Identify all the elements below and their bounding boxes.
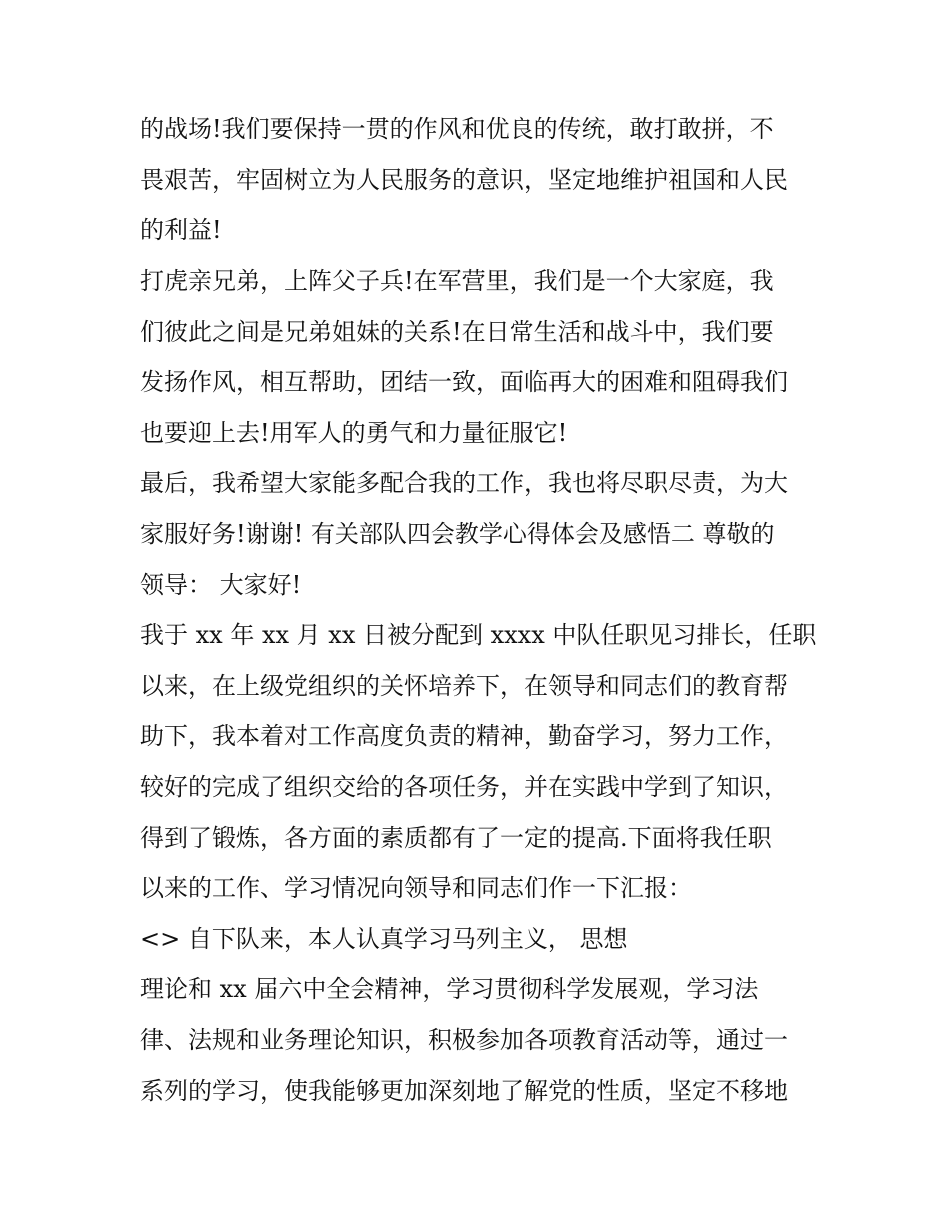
text-line: <> 自下队来，本人认真学习马列主义， 思想: [140, 925, 628, 953]
text-line: 以来的工作、学习情况向领导和同志们作一下汇报：: [140, 874, 692, 902]
text-line: 们彼此之间是兄弟姐妹的关系!在日常生活和战斗中，我们要: [140, 318, 774, 346]
text-line: 较好的完成了组织交给的各项任务，并在实践中学到了知识，: [140, 773, 788, 801]
text-line: 助下，我本着对工作高度负责的精神，勤奋学习，努力工作，: [140, 722, 788, 750]
text-line: 畏艰苦，牢固树立为人民服务的意识，坚定地维护祖国和人民: [140, 166, 788, 194]
text-line: 领导： 大家好!: [140, 571, 302, 599]
text-line: 系列的学习，使我能够更加深刻地了解党的性质，坚定不移地: [140, 1077, 788, 1105]
text-line: 家服好务!谢谢! 有关部队四会教学心得体会及感悟二 尊敬的: [140, 520, 775, 548]
text-line: 也要迎上去!用军人的勇气和力量征服它!: [140, 419, 568, 447]
text-line: 我于 xx 年 xx 月 xx 日被分配到 xxxx 中队任职见习排长，任职: [140, 621, 817, 649]
text-line: 律、法规和业务理论知识，积极参加各项教育活动等，通过一: [140, 1026, 788, 1054]
text-line: 打虎亲兄弟，上阵父子兵!在军营里，我们是一个大家庭，我: [140, 267, 774, 295]
text-line: 发扬作风，相互帮助，团结一致，面临再大的困难和阻碍我们: [140, 368, 788, 396]
text-line: 最后，我希望大家能多配合我的工作，我也将尽职尽责，为大: [140, 469, 788, 497]
text-line: 得到了锻炼，各方面的素质都有了一定的提高.下面将我任职: [140, 824, 772, 852]
text-line: 理论和 xx 届六中全会精神，学习贯彻科学发展观，学习法: [140, 975, 759, 1003]
text-line: 的战场!我们要保持一贯的作风和优良的传统，敢打敢拼，不: [140, 115, 774, 143]
text-line: 以来，在上级党组织的关怀培养下，在领导和同志们的教育帮: [140, 672, 788, 700]
text-line: 的利益!: [140, 216, 222, 244]
